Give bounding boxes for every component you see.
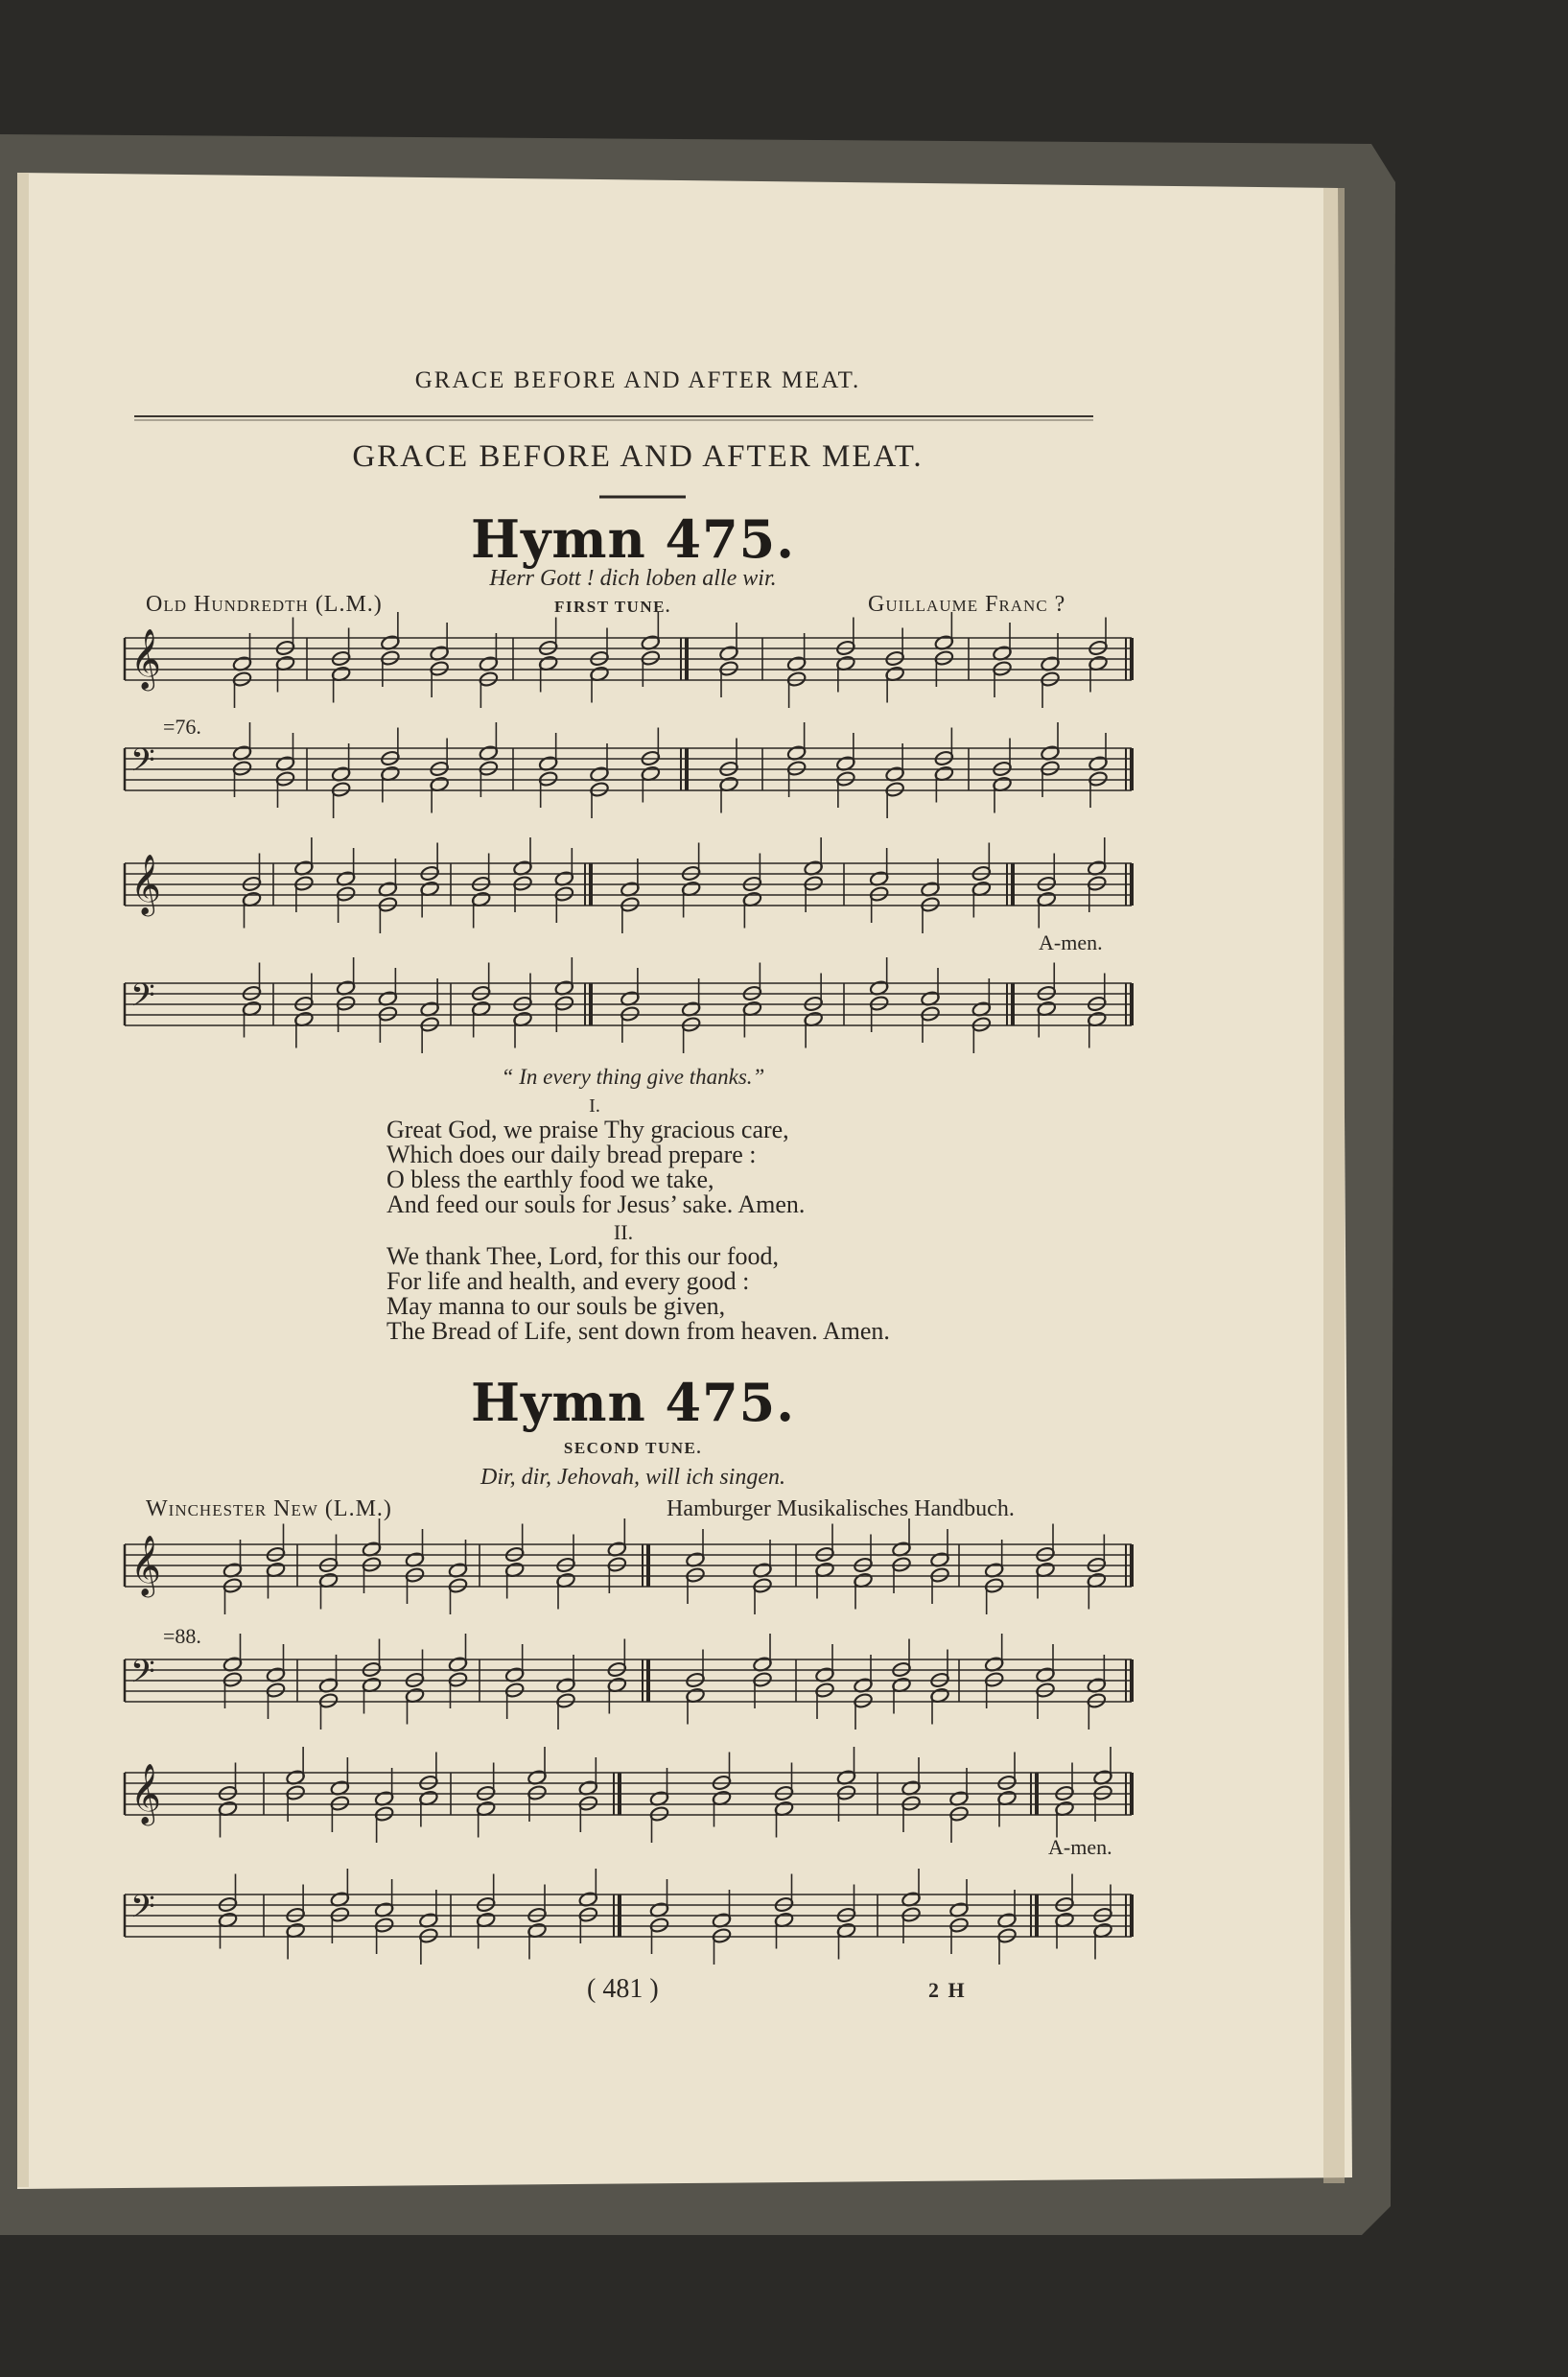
verse-line: O bless the earthly food we take, (386, 1165, 714, 1193)
signature-mark: 2 H (928, 1978, 967, 2002)
bass-clef-icon: 𝄢 (130, 1889, 155, 1933)
bass-clef-icon: 𝄢 (130, 977, 155, 1022)
page-number: ( 481 ) (587, 1974, 659, 2004)
treble-clef-icon: 𝄞 (130, 1535, 161, 1595)
gutter (17, 173, 29, 2187)
epigraph: “ In every thing give thanks.” (501, 1065, 765, 1089)
verse-1 (386, 1118, 1058, 1217)
treble-clef-icon: 𝄞 (130, 854, 161, 914)
verse-number: II. (613, 1220, 634, 1244)
tune-label: SECOND TUNE. (563, 1439, 703, 1457)
hymn-title: Hymn 475. (470, 1372, 796, 1433)
verse-line: For life and health, and every good : (386, 1267, 750, 1295)
verse-line: Great God, we praise Thy gracious care, (386, 1116, 789, 1143)
treble-clef-icon: 𝄞 (130, 1763, 161, 1824)
composer: Hamburger Musikalisches Handbuch. (667, 1496, 1015, 1521)
hymn-subtitle: Dir, dir, Jehovah, will ich singen. (480, 1465, 785, 1490)
hymn-subtitle: Herr Gott ! dich loben alle wir. (489, 566, 777, 591)
verse-line: Which does our daily bread prepare : (386, 1141, 757, 1168)
verse-line: May manna to our souls be given, (386, 1292, 726, 1320)
tune-name: Old Hundredth (L.M.) (146, 592, 383, 617)
hymn-title: Hymn 475. (470, 508, 796, 570)
amen-label: A-men. (1048, 1835, 1112, 1859)
tempo-marking: =88. (163, 1624, 201, 1648)
section-title: GRACE BEFORE AND AFTER MEAT. (352, 439, 924, 474)
tune-label: FIRST TUNE. (554, 598, 671, 616)
tempo-marking: =76. (163, 715, 201, 739)
verse-number: I. (589, 1095, 600, 1117)
verse-line: The Bread of Life, sent down from heaven. Amen. (386, 1317, 890, 1345)
bass-clef-icon: 𝄢 (130, 1654, 155, 1698)
bass-clef-icon: 𝄢 (130, 742, 155, 787)
treble-clef-icon: 𝄞 (130, 628, 161, 689)
running-head: GRACE BEFORE AND AFTER MEAT. (414, 367, 861, 393)
amen-label: A-men. (1039, 930, 1103, 954)
tune-name: Winchester New (L.M.) (146, 1496, 392, 1521)
composer: Guillaume Franc ? (868, 592, 1066, 617)
verse-2 (386, 1244, 1115, 1344)
page-edge (1323, 188, 1345, 2183)
verse-line: And feed our souls for Jesus’ sake. Amen. (386, 1190, 806, 1218)
verse-line: We thank Thee, Lord, for this our food, (386, 1242, 779, 1270)
